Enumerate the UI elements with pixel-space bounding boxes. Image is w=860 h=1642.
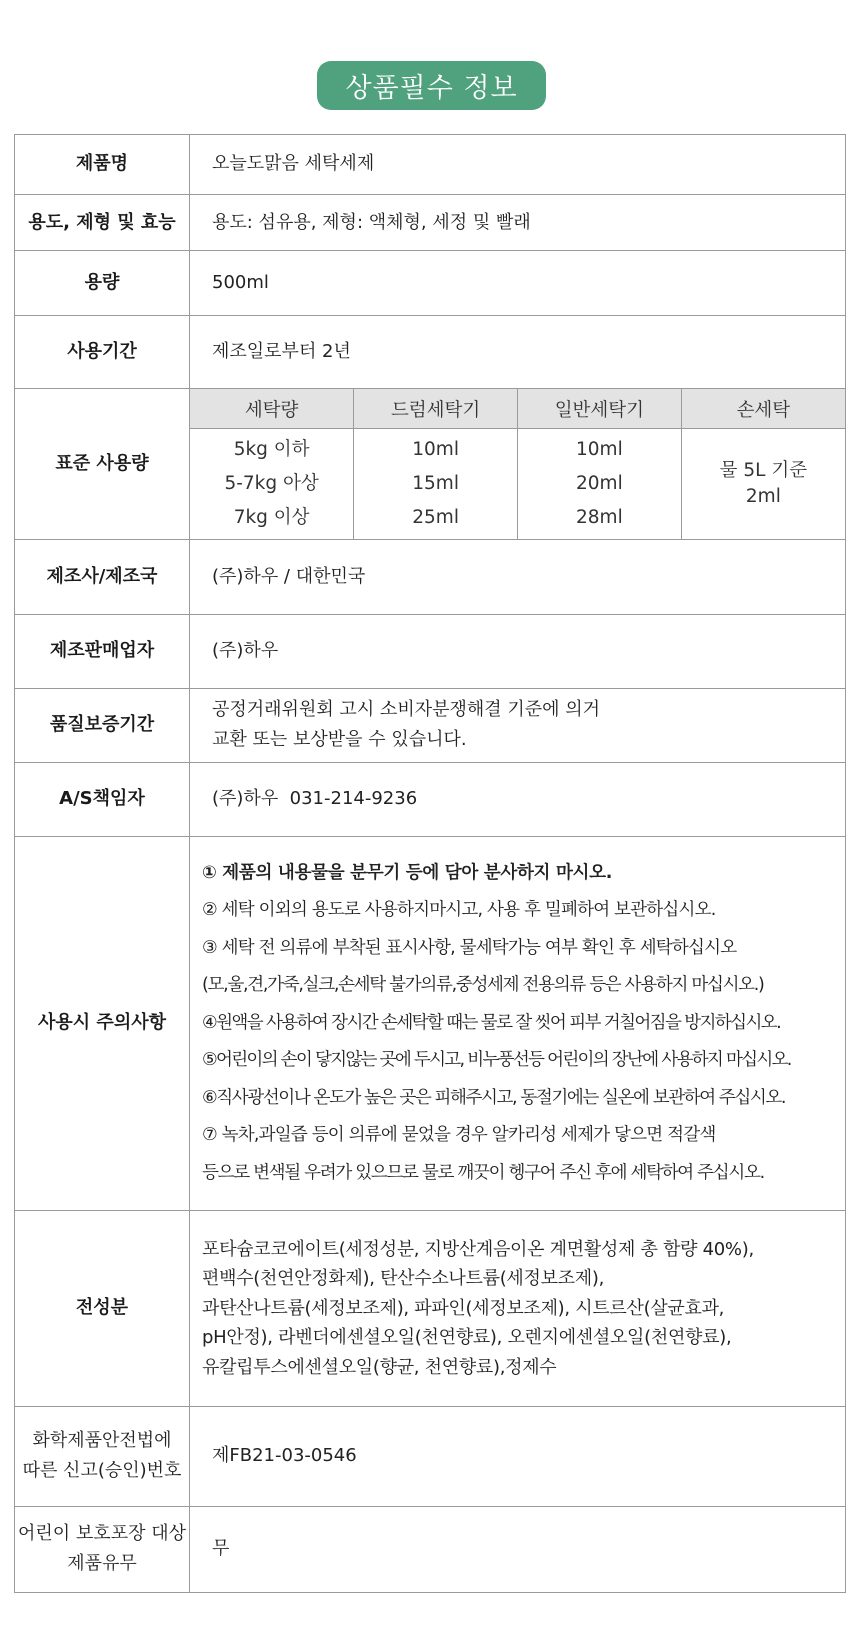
standard-usage-header [190, 389, 845, 429]
page-title: 상품필수 정보 [317, 61, 546, 110]
ingredient-line: 과탄산나트륨(세정보조제), 파파인(세정보조제), 시트르산(살균효과, [202, 1297, 725, 1319]
row-label: 제조사/제조국 [15, 539, 190, 614]
caution-item: ① 제품의 내용물을 분무기 등에 담아 분사하지 마시오. [202, 862, 613, 883]
cautions-list [190, 836, 846, 1211]
row-value: (주)하우 [190, 614, 846, 688]
row-label-line: 어린이 보호포장 대상 [18, 1523, 186, 1545]
caution-item: 등으로 변색될 우려가 있으므로 물로 깨끗이 헹구어 주신 후에 세탁하여 주십시오. [202, 1162, 764, 1183]
table-row [15, 1406, 846, 1506]
hand-value: 2ml [745, 486, 781, 508]
table-row [15, 539, 846, 614]
standard-usage-cell [190, 389, 846, 540]
general-value: 10ml [576, 439, 623, 461]
table-row [15, 836, 846, 1211]
hand-value: 물 5L 기준 [719, 460, 808, 482]
row-label: 품질보증기간 [15, 688, 190, 762]
row-value: 제FB21-03-0546 [190, 1406, 846, 1506]
row-label: 용량 [15, 251, 190, 316]
load-value: 5-7kg 아상 [224, 473, 319, 495]
row-value: 500ml [190, 251, 846, 316]
general-column [518, 429, 682, 539]
row-value: (주)하우 / 대한민국 [190, 539, 846, 614]
ingredient-line: 유칼립투스에센셜오일(향균, 천연향료),정제수 [202, 1356, 557, 1378]
row-value: 무 [190, 1506, 846, 1592]
caution-item: ⑤어린이의 손이 닿지않는 곳에 두시고, 비누풍선등 어린이의 장난에 사용하지 마십시오. [202, 1050, 791, 1071]
table-row [15, 389, 846, 540]
row-value: 용도: 섬유용, 제형: 액체형, 세정 및 빨래 [190, 194, 846, 251]
table-row [15, 1211, 846, 1406]
ingredient-line: pH안정), 라벤더에센셜오일(천연향료), 오렌지에센셜오일(천연향료), [202, 1327, 732, 1349]
row-label-line: 화학제품안전법에 [32, 1430, 172, 1452]
product-info-table [14, 134, 846, 1593]
ingredient-line: 편백수(천연안정화제), 탄산수소나트륨(세정보조제), [202, 1268, 605, 1290]
header-hand: 손세탁 [681, 389, 845, 429]
table-row [15, 1506, 846, 1592]
caution-item: ③ 세탁 전 의류에 부착된 표시사항, 물세탁가능 여부 확인 후 세탁하십시오 [202, 937, 737, 958]
warranty-line: 교환 또는 보상받을 수 있습니다. [212, 729, 467, 751]
load-value: 5kg 이하 [233, 439, 310, 461]
drum-value: 15ml [412, 473, 459, 495]
row-label: 제조판매업자 [15, 614, 190, 688]
row-value: 오늘도맑음 세탁세제 [190, 135, 846, 195]
load-value: 7kg 이상 [233, 507, 310, 529]
table-row [15, 762, 846, 836]
table-row [15, 614, 846, 688]
table-row [15, 135, 846, 195]
row-label: 사용시 주의사항 [15, 836, 190, 1211]
drum-value: 10ml [412, 439, 459, 461]
row-value: (주)하우 031-214-9236 [190, 762, 846, 836]
table-row [15, 688, 846, 762]
standard-usage-table [190, 389, 845, 539]
row-label-line: 따른 신고(승인)번호 [22, 1460, 182, 1482]
general-value: 20ml [576, 473, 623, 495]
table-row [15, 194, 846, 251]
warranty-line: 공정거래위원회 고시 소비자분쟁해결 기준에 의거 [212, 699, 601, 721]
ingredients-list [190, 1211, 846, 1406]
caution-item: ④원액을 사용하여 장시간 손세탁할 때는 물로 잘 씻어 피부 거칠어짐을 방지하십시오. [202, 1012, 781, 1033]
load-column [190, 429, 354, 539]
header-load: 세탁량 [190, 389, 354, 429]
table-row [15, 316, 846, 389]
drum-column [354, 429, 518, 539]
row-value: 제조일로부터 2년 [190, 316, 846, 389]
row-label [15, 1506, 190, 1592]
general-value: 28ml [576, 507, 623, 529]
drum-value: 25ml [412, 507, 459, 529]
table-row [15, 251, 846, 316]
hand-column [681, 429, 845, 539]
row-label: 표준 사용량 [15, 389, 190, 540]
header-drum: 드럼세탁기 [354, 389, 518, 429]
row-value [190, 688, 846, 762]
standard-usage-values [190, 429, 845, 539]
row-label: 전성분 [15, 1211, 190, 1406]
row-label: 사용기간 [15, 316, 190, 389]
caution-item: (모,울,견,가죽,실크,손세탁 불가의류,중성세제 전용의류 등은 사용하지 마십시오.) [202, 975, 764, 996]
caution-item: ⑦ 녹차,과일즙 등이 의류에 묻었을 경우 알카리성 세제가 닿으면 적갈색 [202, 1125, 716, 1146]
row-label: 용도, 제형 및 효능 [15, 194, 190, 251]
ingredient-line: 포타슘코코에이트(세정성분, 지방산계음이온 계면활성제 총 함량 40%), [202, 1238, 754, 1260]
row-label [15, 1406, 190, 1506]
row-label-line: 제품유무 [67, 1553, 137, 1575]
row-label: 제품명 [15, 135, 190, 195]
header-general: 일반세탁기 [518, 389, 682, 429]
caution-item: ② 세탁 이외의 용도로 사용하지마시고, 사용 후 밀폐하여 보관하십시오. [202, 900, 716, 921]
caution-item: ⑥직사광선이나 온도가 높은 곳은 피해주시고, 동절기에는 실온에 보관하여 주십시오. [202, 1087, 786, 1108]
row-label: A/S책임자 [15, 762, 190, 836]
